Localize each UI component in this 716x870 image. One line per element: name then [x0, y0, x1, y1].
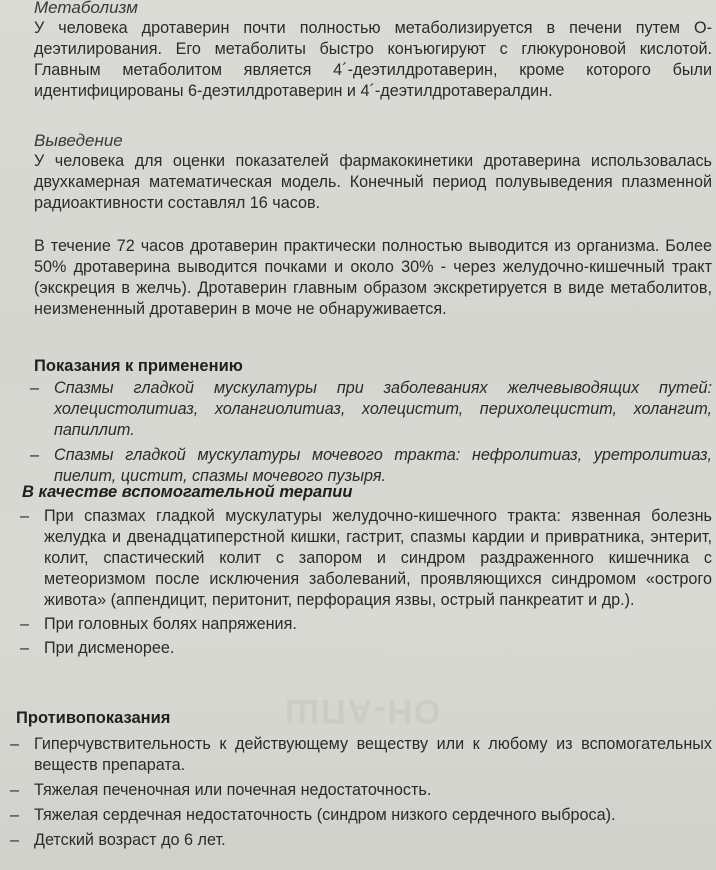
metabolism-section: [34, 0, 712, 102]
list-item: – При дисменорее.: [18, 638, 712, 659]
contraindications-list-wrap: [8, 734, 712, 851]
list-item: – Спазмы гладкой мускулатуры мочевого тракта: нефролитиаз, уретролитиаз, пиелит, цистит, спазмы мочевого пузыря.: [28, 445, 712, 487]
adjuvant-heading: В качестве вспомогательной терапии: [22, 483, 353, 501]
excretion-paragraph-1: У человека для оценки показателей фармакокинетики дротаверина использовалась двухкамерная математическая модель. Конечный период полувыведения плазменной радиоактивности составлял 16 часов.: [34, 152, 712, 212]
list-item: – Тяжелая сердечная недостаточность (синдром низкого сердечного выброса).: [8, 805, 712, 826]
list-item: – Спазмы гладкой мускулатуры при заболеваниях желчевыводящих путей: холецистолитиаз, холангиолитиаз, холецистит, перихолецистит, холангит, папиллит.: [28, 378, 712, 441]
list-item: – При головных болях напряжения.: [18, 614, 712, 635]
adjuvant-section: [22, 482, 712, 503]
contraindications-section: [16, 708, 712, 729]
contraindications-list: [8, 734, 712, 851]
adjuvant-list-wrap: [18, 506, 712, 659]
excretion-section: [34, 130, 712, 214]
list-item: – Гиперчувствительность к действующему веществу или к любому из вспомогательных веществ препарата.: [8, 734, 712, 776]
indications-section: [34, 356, 712, 377]
indications-list: [28, 378, 712, 487]
excretion-heading: Выведение: [34, 131, 123, 150]
metabolism-heading: Метаболизм: [34, 0, 138, 17]
show-through-watermark: ШПА-НО: [285, 692, 443, 730]
adjuvant-list: [18, 506, 712, 659]
excretion-paragraph-2: В течение 72 часов дротаверин практически полностью выводится из организма. Более 50% дротаверина выводится почками и около 30% - через желудочно-кишечный тракт (экскреция в желчь). Дротаверин главным образом экскретируется в виде метаболитов, неизмененный дротаверин в моче не обнаруживается.: [34, 237, 712, 318]
indications-heading: Показания к применению: [34, 357, 243, 375]
list-item: – Тяжелая печеночная или почечная недостаточность.: [8, 780, 712, 801]
contraindications-heading: Противопоказания: [16, 709, 171, 727]
indications-list-wrap: [28, 378, 712, 487]
excretion-section-2: [34, 236, 712, 320]
metabolism-text: У человека дротаверин почти полностью метаболизируется в печени путем О-деэтилирования. Его метаболиты быстро конъюгируют с глюкуроновой кислотой. Главным метаболитом является 4´-деэтилдротаверин, кроме которого были идентифицированы 6-деэтилдротаверин и 4´-деэтилдротавералдин.: [34, 19, 712, 100]
list-item: – При спазмах гладкой мускулатуры желудочно-кишечного тракта: язвенная болезнь желудка и двенадцатиперстной кишки, гастрит, спазмы кардии и привратника, энтерит, колит, спастический колит с запором и синдром раздраженного кишечника с метеоризмом после исключения заболеваний, проявляющихся синдромом «острого живота» (аппендицит, перитонит, перфорация язвы, острый панкреатит и др.).: [18, 506, 712, 611]
list-item: – Детский возраст до 6 лет.: [8, 830, 712, 851]
